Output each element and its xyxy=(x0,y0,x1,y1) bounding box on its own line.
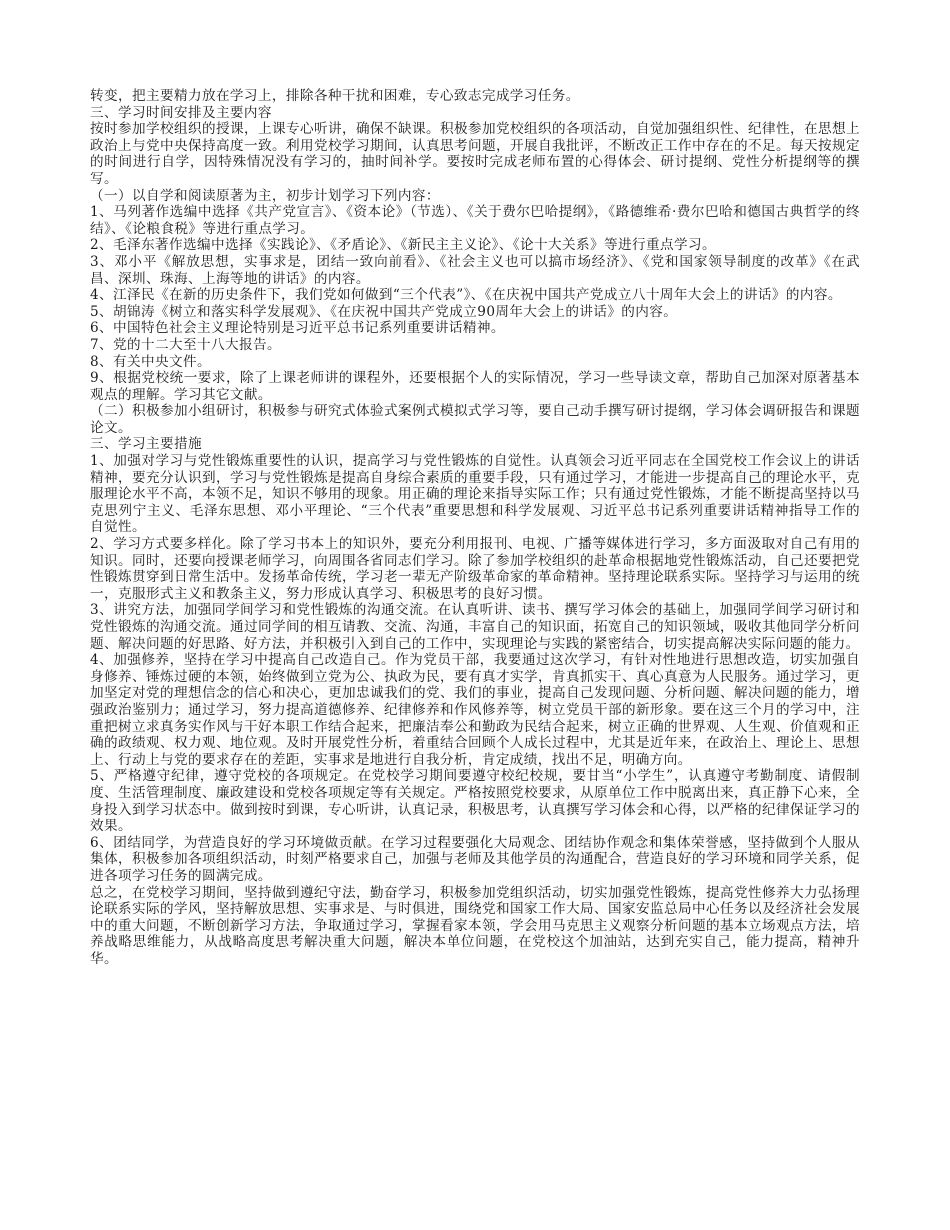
list-item: 2、学习方式要多样化。除了学习书本上的知识外，要充分利用报刊、电视、广播等媒体进行学习，多方面汲取对自己有用的知识。同时，还要向授课老师学习，向周围各省同志们学习。除了参加学校组织的赴革命根据地党性锻炼活动，自己还要把党性锻炼贯穿到日常生活中。发扬革命传统，学习老一辈无产阶级革命家的革命精神。坚持理论联系实际。坚持学习与运用的统一，克服形式主义和教条主义，努力形成认真学习、积极思考的良好习惯。 xyxy=(90,536,860,602)
list-item: 4、加强修养，坚持在学习中提高自己改造自己。作为党员干部，我要通过这次学习，有针对性地进行思想改造，切实加强自身修养、锤炼过硬的本领，始终做到立党为公、执政为民，要有真才实学，肯真抓实干、真心真意为人民服务。通过学习，更加坚定对党的理想信念的信心和决心，更加忠诚我们的党、我们的事业，提高自己发现问题、分析问题、解决问题的能力，增强政治鉴别力；通过学习，努力提高道德修养、纪律修养和作风修养等，树立党员干部的新形象。要在这三个月的学习中，注重把树立求真务实作风与干好本职工作结合起来，把廉洁奉公和勤政为民结合起来，树立正确的世界观、人生观、价值观和正确的政绩观、权力观、地位观。及时开展党性分析，着重结合回顾个人成长过程中，尤其是近年来，在政治上、理论上、思想上、行动上与党的要求存在的差距，实事求是地进行自我分析，肯定成绩，找出不足，明确方向。 xyxy=(90,652,860,768)
section-heading: 三、学习主要措施 xyxy=(90,436,202,453)
list-item: 3、讲究方法，加强同学间学习和党性锻炼的沟通交流。在认真听讲、读书、撰写学习体会的基础上，加强同学间学习研讨和党性锻炼的沟通交流。通过同学间的相互请教、交流、沟通，丰富自己的知识面，拓宽自己的知识领域，吸收其他同学分析问题、解决问题的好思路、好方法，并积极引入到自己的工作中，实现理论与实践的紧密结合，切实提高解决实际问题的能力。 xyxy=(90,602,860,652)
list-item: 3、邓小平《解放思想，实事求是，团结一致向前看》、《社会主义也可以搞市场经济》、《党和国家领导制度的改革》《在武昌、深圳、珠海、上海等地的讲话》的内容。 xyxy=(90,253,860,287)
list-item: 1、加强对学习与党性锻炼重要性的认识，提高学习与党性锻炼的自觉性。认真领会习近平同志在全国党校工作会议上的讲话精神，要充分认识到，学习与党性锻炼是提高自身综合素质的重要手段，只有通过学习，才能进一步提高自己的理论水平，克服理论水平不高，本领不足，知识不够用的现象。用正确的理论来指导实际工作；只有通过党性锻炼，才能不断提高坚持以马克思列宁主义、毛泽东思想、邓小平理论、“三个代表”重要思想和科学发展观、习近平总书记系列重要讲话精神指导工作的自觉性。 xyxy=(90,453,860,536)
paragraph: 按时参加学校组织的授课，上课专心听讲，确保不缺课。积极参加党校组织的各项活动，自觉加强组织性、纪律性，在思想上政治上与党中央保持高度一致。利用党校学习期间，认真思考问题，开展自我批评，不断改正工作中存在的不足。每天按规定的时间进行自学，因特殊情况没有学习的，抽时间补学。要按时完成老师布置的心得体会、研讨提纲、党性分析提纲等的撰写。 xyxy=(90,121,860,187)
list-item: 7、党的十二大至十八大报告。 xyxy=(90,336,281,353)
paragraph: 转变，把主要精力放在学习上，排除各种干扰和困难，专心致志完成学习任务。 xyxy=(90,88,580,104)
conclusion-paragraph: 总之，在党校学习期间，坚持做到遵纪守法，勤奋学习，积极参加党组织活动，切实加强党性锻炼，提高党性修养大力弘扬理论联系实际的学风，坚持解放思想、实事求是、与时俱进，围绕党和国家工作大局、国家安监总局中心任务以及经济社会发展中的重大问题，不断创新学习方法，争取通过学习，掌握看家本领，学会用马克思主义观察分析问题的基本立场观点方法，培养战略思维能力，从战略高度思考解决重大问题，解决本单位问题，在党校这个加油站，达到充实自己，能力提高，精神升华。 xyxy=(90,884,860,967)
list-item: 2、毛泽东著作选编中选择《实践论》、《矛盾论》、《新民主主义论》、《论十大关系》等进行重点学习。 xyxy=(90,237,716,254)
list-item: 1、马列著作选编中选择《共产党宣言》、《资本论》（节选）、《关于费尔巴哈提纲》，《路德维希·费尔巴哈和德国古典哲学的终结》、《论粮食税》等进行重点学习。 xyxy=(90,204,860,237)
list-item: 5、胡锦涛《树立和落实科学发展观》、《在庆祝中国共产党成立90周年大会上的讲话》的内容。 xyxy=(90,303,678,320)
list-item: 8、有关中央文件。 xyxy=(90,353,211,370)
list-item: 9、根据党校统一要求，除了上课老师讲的课程外，还要根据个人的实际情况，学习一些导读文章，帮助自己加深对原著基本观点的理解。学习其它文献。 xyxy=(90,370,860,403)
subsection-heading: （一）以自学和阅读原著为主，初步计划学习下列内容： xyxy=(90,187,440,204)
section-heading: 三、学习时间安排及主要内容 xyxy=(90,104,272,121)
list-item: 6、中国特色社会主义理论特别是习近平总书记系列重要讲话精神。 xyxy=(90,320,505,337)
list-item: 5、严格遵守纪律，遵守党校的各项规定。在党校学习期间要遵守校纪校规，要甘当“小学生”，认真遵守考勤制度、请假制度、生活管理制度、廉政建设和党校各项规定等有关规定。严格按照党校要求，从原单位工作中脱离出来，真正静下心来，全身投入到学习状态中。做到按时到课，专心听讲，认真记录，积极思考，认真撰写学习体会和心得，以严格的纪律保证学习的效果。 xyxy=(90,768,860,835)
document-body xyxy=(90,88,860,967)
list-item: 6、团结同学，为营造良好的学习环境做贡献。在学习过程要强化大局观念、团结协作观念和集体荣誉感，坚持做到个人服从集体，积极参加各项组织活动，时刻严格要求自己，加强与老师及其他学员的沟通配合，营造良好的学习环境和同学关系，促进各项学习任务的圆满完成。 xyxy=(90,834,860,884)
subsection-heading: （二）积极参加小组研讨，积极参与研究式体验式案例式模拟式学习等，要自己动手撰写研讨提纲，学习体会调研报告和课题论文。 xyxy=(90,403,860,436)
list-item: 4、江泽民《在新的历史条件下，我们党如何做到“三个代表”》、《在庆祝中国共产党成立八十周年大会上的讲话》的内容。 xyxy=(90,287,842,304)
